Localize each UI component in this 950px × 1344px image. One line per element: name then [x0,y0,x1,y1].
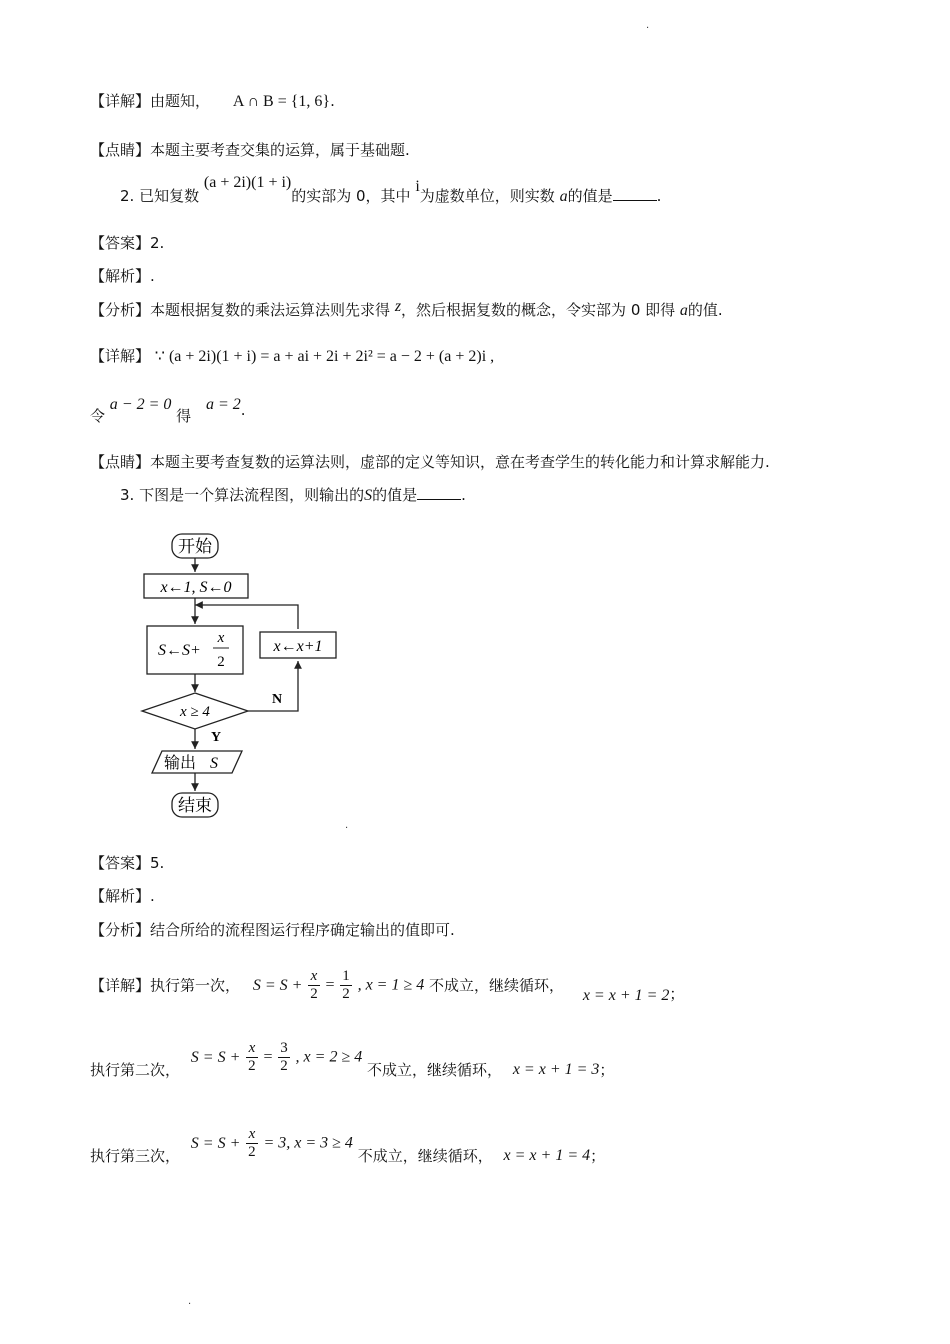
answer-blank [613,186,657,201]
detail-line-2b: 令 a − 2 = 0 得 a = 2. [90,396,246,425]
math-expression: (a + 2i)(1 + i) [203,174,292,191]
end-label: 结束 [178,796,212,815]
fraction: $\frac{x}{2}$ [248,1040,256,1074]
stray-dot: . [188,1296,192,1307]
label: 【详解】 [90,92,151,110]
init-label: x←1, S←0 [160,579,232,596]
question-2: 2. 已知复数 (a + 2i)(1 + i)的实部为 0，其中 i为虚数单位，则实数 a的值是 . [120,174,662,205]
detail-step-2: 执行第二次， S = S + $\frac{x}{2}$ = $\frac{3}{2}$ , x = 2 ≥ 4 不成立，继续循环， x = x + 1 = 3； [90,1040,615,1079]
analysis-line-3: 【解析】. [90,887,155,905]
fraction: $\frac{x}{2}$ [248,1126,256,1160]
start-label: 开始 [178,537,212,556]
increment-label: x←x+1 [273,638,323,655]
decision-label: x ≥ 4 [180,704,210,720]
algorithm-flowchart [130,525,350,825]
process-den: 2 [217,654,225,670]
fraction: $\frac{1}{2}$ [342,968,350,1002]
process-num: x [217,630,225,646]
method-line-3: 【分析】结合所给的流程图运行程序确定输出的值即可. [90,921,455,939]
question-number: 3. [120,486,135,504]
question-3: 3. 下图是一个算法流程图，则输出的S的值是 . [120,486,466,504]
detail-line-2: 【详解】 ∵ (a + 2i)(1 + i) = a + ai + 2i + 2i² = a − 2 + (a + 2)i , [90,347,495,365]
answer-line-3: 【答案】5. [90,854,165,872]
label: 【点睛】 [90,141,151,159]
output-var: S [210,755,218,772]
yes-label: Y [211,730,222,745]
fraction: $\frac{x}{2}$ [310,968,318,1002]
method-line-2: 【分析】本题根据复数的乘法运算法则先求得 z，然后根据复数的概念，令实部为 0 即得 a的值. [90,298,723,319]
process-lhs: S←S+ [158,642,201,659]
output-text: 输出 [164,755,197,772]
question-number: 2. [120,187,135,205]
answer-blank [417,485,461,500]
stray-dot: . [646,20,650,31]
analysis-line-2: 【解析】. [90,267,155,285]
answer-line-2: 【答案】2. [90,234,165,252]
detail-step-1: 【详解】执行第一次， S = S + $\frac{x}{2}$ = $\frac{1}{2}$ , x = 1 ≥ 4 不成立，继续循环， x = x + 1 = 2； [90,968,685,1004]
no-label: N [272,692,283,707]
math-expression: A ∩ B = {1, 6} [232,93,331,110]
stray-dot: . [345,820,349,831]
fraction: $\frac{3}{2}$ [280,1040,288,1074]
detail-step-3: 执行第三次， S = S + $\frac{x}{2}$ = 3, x = 3 ≥ 4 不成立，继续循环， x = x + 1 = 4； [90,1126,606,1165]
comment-line-2: 【点睛】本题主要考查复数的运算法则，虚部的定义等知识，意在考查学生的转化能力和计算求解能力. [90,453,770,471]
comment-line-1: 【点睛】本题主要考查交集的运算，属于基础题. [90,141,410,159]
explanation-line-1: 【详解】由题知， A ∩ B = {1, 6}. [90,92,335,110]
math-expression: ∵ (a + 2i)(1 + i) = a + ai + 2i + 2i² = a − 2 + (a + 2)i , [154,348,495,365]
